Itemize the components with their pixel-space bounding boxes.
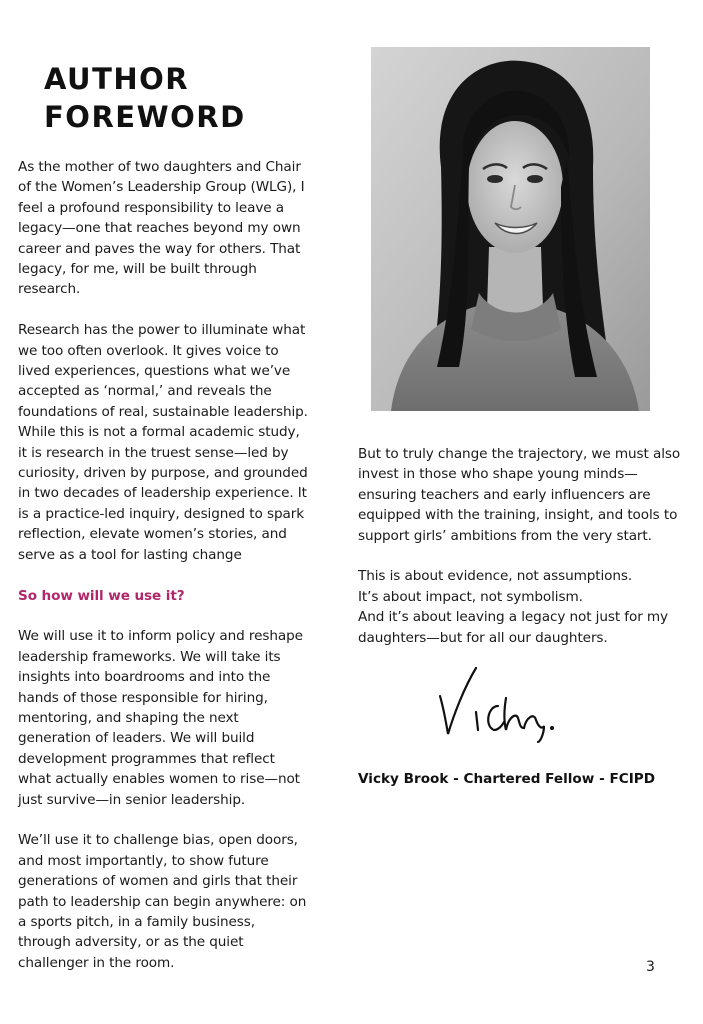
author-portrait-photo [371, 47, 650, 411]
closing-line-2: It’s about impact, not symbolism. [358, 588, 583, 605]
closing-paragraph [358, 566, 688, 648]
closing-line-3: And it’s about leaving a legacy not just for my daughters—but for all our daughters. [358, 609, 668, 646]
author-credit: Vicky Brook - Chartered Fellow - FCIPD [358, 771, 656, 787]
title-line-1: AUTHOR [44, 62, 190, 96]
trajectory-paragraph: But to truly change the trajectory, we must also invest in those who shape young minds—ensuring teachers and early influencers are equipped with the training, insight, and tools to support girls’ ambitions from the very start. [358, 446, 681, 544]
signature-drawing [432, 664, 572, 744]
intro-paragraph: As the mother of two daughters and Chair of the Women’s Leadership Group (WLG), I feel a profound responsibility to leave a legacy—one that reaches beyond my own career and paves the way for others. That legacy, for me, will be built through research. [18, 159, 305, 298]
page-number: 3 [646, 959, 655, 975]
handwritten-signature [432, 664, 572, 744]
right-column [358, 444, 688, 668]
research-paragraph: Research has the power to illuminate what we too often overlook. It gives voice to lived experiences, questions what we’ve accepted as ‘normal,’ and reveals the foundations of real, sustainable leadership. While this is not a formal academic study, it is research in the truest sense—led by curiosity, driven by purpose, and grounded in two decades of leadership experience. It is a practice-led inquiry, designed to spark reflection, elevate women’s stories, and serve as a tool for lasting change [18, 322, 308, 563]
title-line-2: FOREWORD [44, 100, 246, 134]
portrait-illustration [371, 47, 650, 411]
page-title [44, 60, 344, 136]
usage-paragraph: We will use it to inform policy and reshape leadership frameworks. We will take its insights into boardrooms and into the hands of those responsible for hiring, mentoring, and shaping the next generation of leaders. We will build development programmes that reflect what actually enables women to rise—not just survive—in senior leadership. [18, 628, 303, 808]
challenge-paragraph: We’ll use it to challenge bias, open doors, and most importantly, to show future generations of women and girls that their path to leadership can begin anywhere: on a sports pitch, in a family business, through adversity, or as the quiet challenger in the room. [18, 832, 307, 971]
closing-line-1: This is about evidence, not assumptions. [358, 568, 633, 585]
left-column [18, 157, 310, 994]
section-subheading: So how will we use it? [18, 587, 185, 604]
